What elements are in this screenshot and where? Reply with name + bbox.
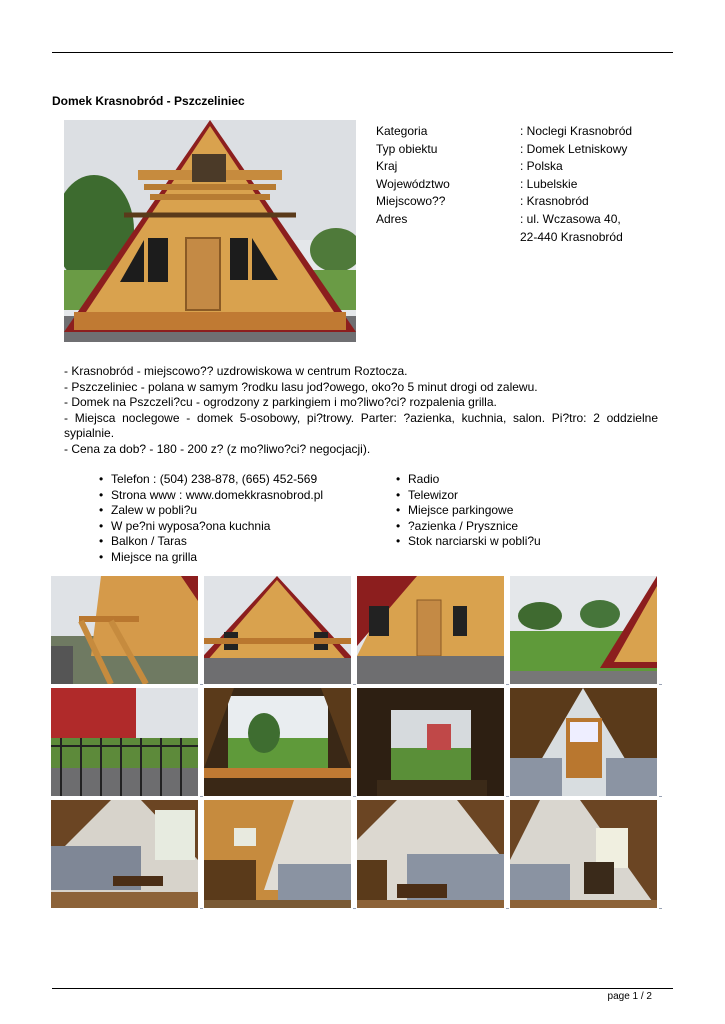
property-row-adres xyxy=(376,211,670,246)
property-label: Typ obiektu xyxy=(376,141,438,156)
gallery-photo[interactable] xyxy=(204,800,351,908)
gallery-tick xyxy=(353,684,356,685)
property-label: Kategoria xyxy=(376,124,428,138)
feature-item: • Zalew w pobli?u xyxy=(99,503,379,519)
gallery-photo[interactable] xyxy=(51,688,198,796)
top-rule xyxy=(52,52,673,53)
gallery-tick xyxy=(200,908,203,909)
description-line: - Cena za dob? - 180 - 200 z? (z mo?liwo?ci? negocjacji). xyxy=(64,441,371,456)
gallery-tick xyxy=(506,796,509,797)
gallery-tick xyxy=(353,796,356,797)
page-title: Domek Krasnobród - Pszczeliniec xyxy=(52,94,245,108)
property-label: Adres xyxy=(376,211,408,226)
feature-item: • Stok narciarski w pobli?u xyxy=(396,534,626,550)
features-list-right xyxy=(396,472,626,550)
property-label: Miejscowo?? xyxy=(376,194,446,209)
property-row-typ-obiektu xyxy=(376,141,670,159)
gallery-photo[interactable] xyxy=(357,576,504,684)
gallery-tick xyxy=(200,796,203,797)
page-number: page 1 / 2 xyxy=(607,991,652,1002)
address-line-1: : ul. Wczasowa 40, xyxy=(520,211,621,226)
gallery-photo[interactable] xyxy=(510,688,657,796)
gallery-photo[interactable] xyxy=(510,576,657,684)
property-row-miejscowosc xyxy=(376,193,670,211)
feature-item: • Balkon / Taras xyxy=(99,534,379,550)
feature-item: • W pe?ni wyposa?ona kuchnia xyxy=(99,519,379,535)
description-line: - Pszczeliniec - polana w samym ?rodku lasu jod?owego, oko?o 5 minut drogi od zalewu. xyxy=(64,379,538,394)
gallery-tick xyxy=(659,684,662,685)
gallery-photo[interactable] xyxy=(204,576,351,684)
description xyxy=(64,364,658,457)
feature-item: • Strona www : www.domekkrasnobrod.pl xyxy=(99,488,379,504)
gallery-photo[interactable] xyxy=(357,800,504,908)
gallery-photo[interactable] xyxy=(51,576,198,684)
gallery-tick xyxy=(353,908,356,909)
gallery-tick xyxy=(659,908,662,909)
main-cottage-photo xyxy=(64,120,356,342)
property-value: : Lubelskie xyxy=(520,176,578,191)
property-label: Województwo xyxy=(376,176,450,191)
gallery-tick xyxy=(200,684,203,685)
gallery-photo[interactable] xyxy=(204,688,351,796)
description-line: - Miejsca noclegowe - domek 5-osobowy, pi?trowy. Parter: ?azienka, kuchnia, salon. Pi?tro: 2 oddzielne sypialnie. xyxy=(64,410,658,440)
property-value: : Domek Letniskowy xyxy=(520,141,628,156)
property-row-wojewodztwo xyxy=(376,176,670,194)
property-row-kraj xyxy=(376,158,670,176)
feature-item: • Miejsce na grilla xyxy=(99,550,379,566)
gallery-photo[interactable] xyxy=(357,688,504,796)
property-row-kategoria xyxy=(376,123,670,141)
feature-item: • ?azienka / Prysznice xyxy=(396,519,626,535)
property-table xyxy=(376,123,670,246)
gallery-tick xyxy=(506,908,509,909)
feature-item: • Miejsce parkingowe xyxy=(396,503,626,519)
gallery-photo[interactable] xyxy=(510,800,657,908)
address-line-2: 22-440 Krasnobród xyxy=(520,229,623,244)
description-line: - Domek na Pszczeli?cu - ogrodzony z parkingiem i mo?liwo?ci? rozpalenia grilla. xyxy=(64,395,497,409)
property-value: : Polska xyxy=(520,159,563,174)
feature-item: • Radio xyxy=(396,472,626,488)
bottom-rule xyxy=(52,988,673,989)
gallery-tick xyxy=(506,684,509,685)
property-label: Kraj xyxy=(376,159,398,174)
gallery-photo[interactable] xyxy=(51,800,198,908)
features-list-left xyxy=(99,472,379,565)
property-value-address xyxy=(520,211,670,246)
feature-item: • Telefon : (504) 238-878, (665) 452-569 xyxy=(99,472,379,488)
property-value: : Noclegi Krasnobród xyxy=(520,124,633,138)
gallery-tick xyxy=(659,796,662,797)
property-value: : Krasnobród xyxy=(520,194,589,209)
feature-item: • Telewizor xyxy=(396,488,626,504)
description-line: - Krasnobród - miejscowo?? uzdrowiskowa w centrum Roztocza. xyxy=(64,364,408,378)
